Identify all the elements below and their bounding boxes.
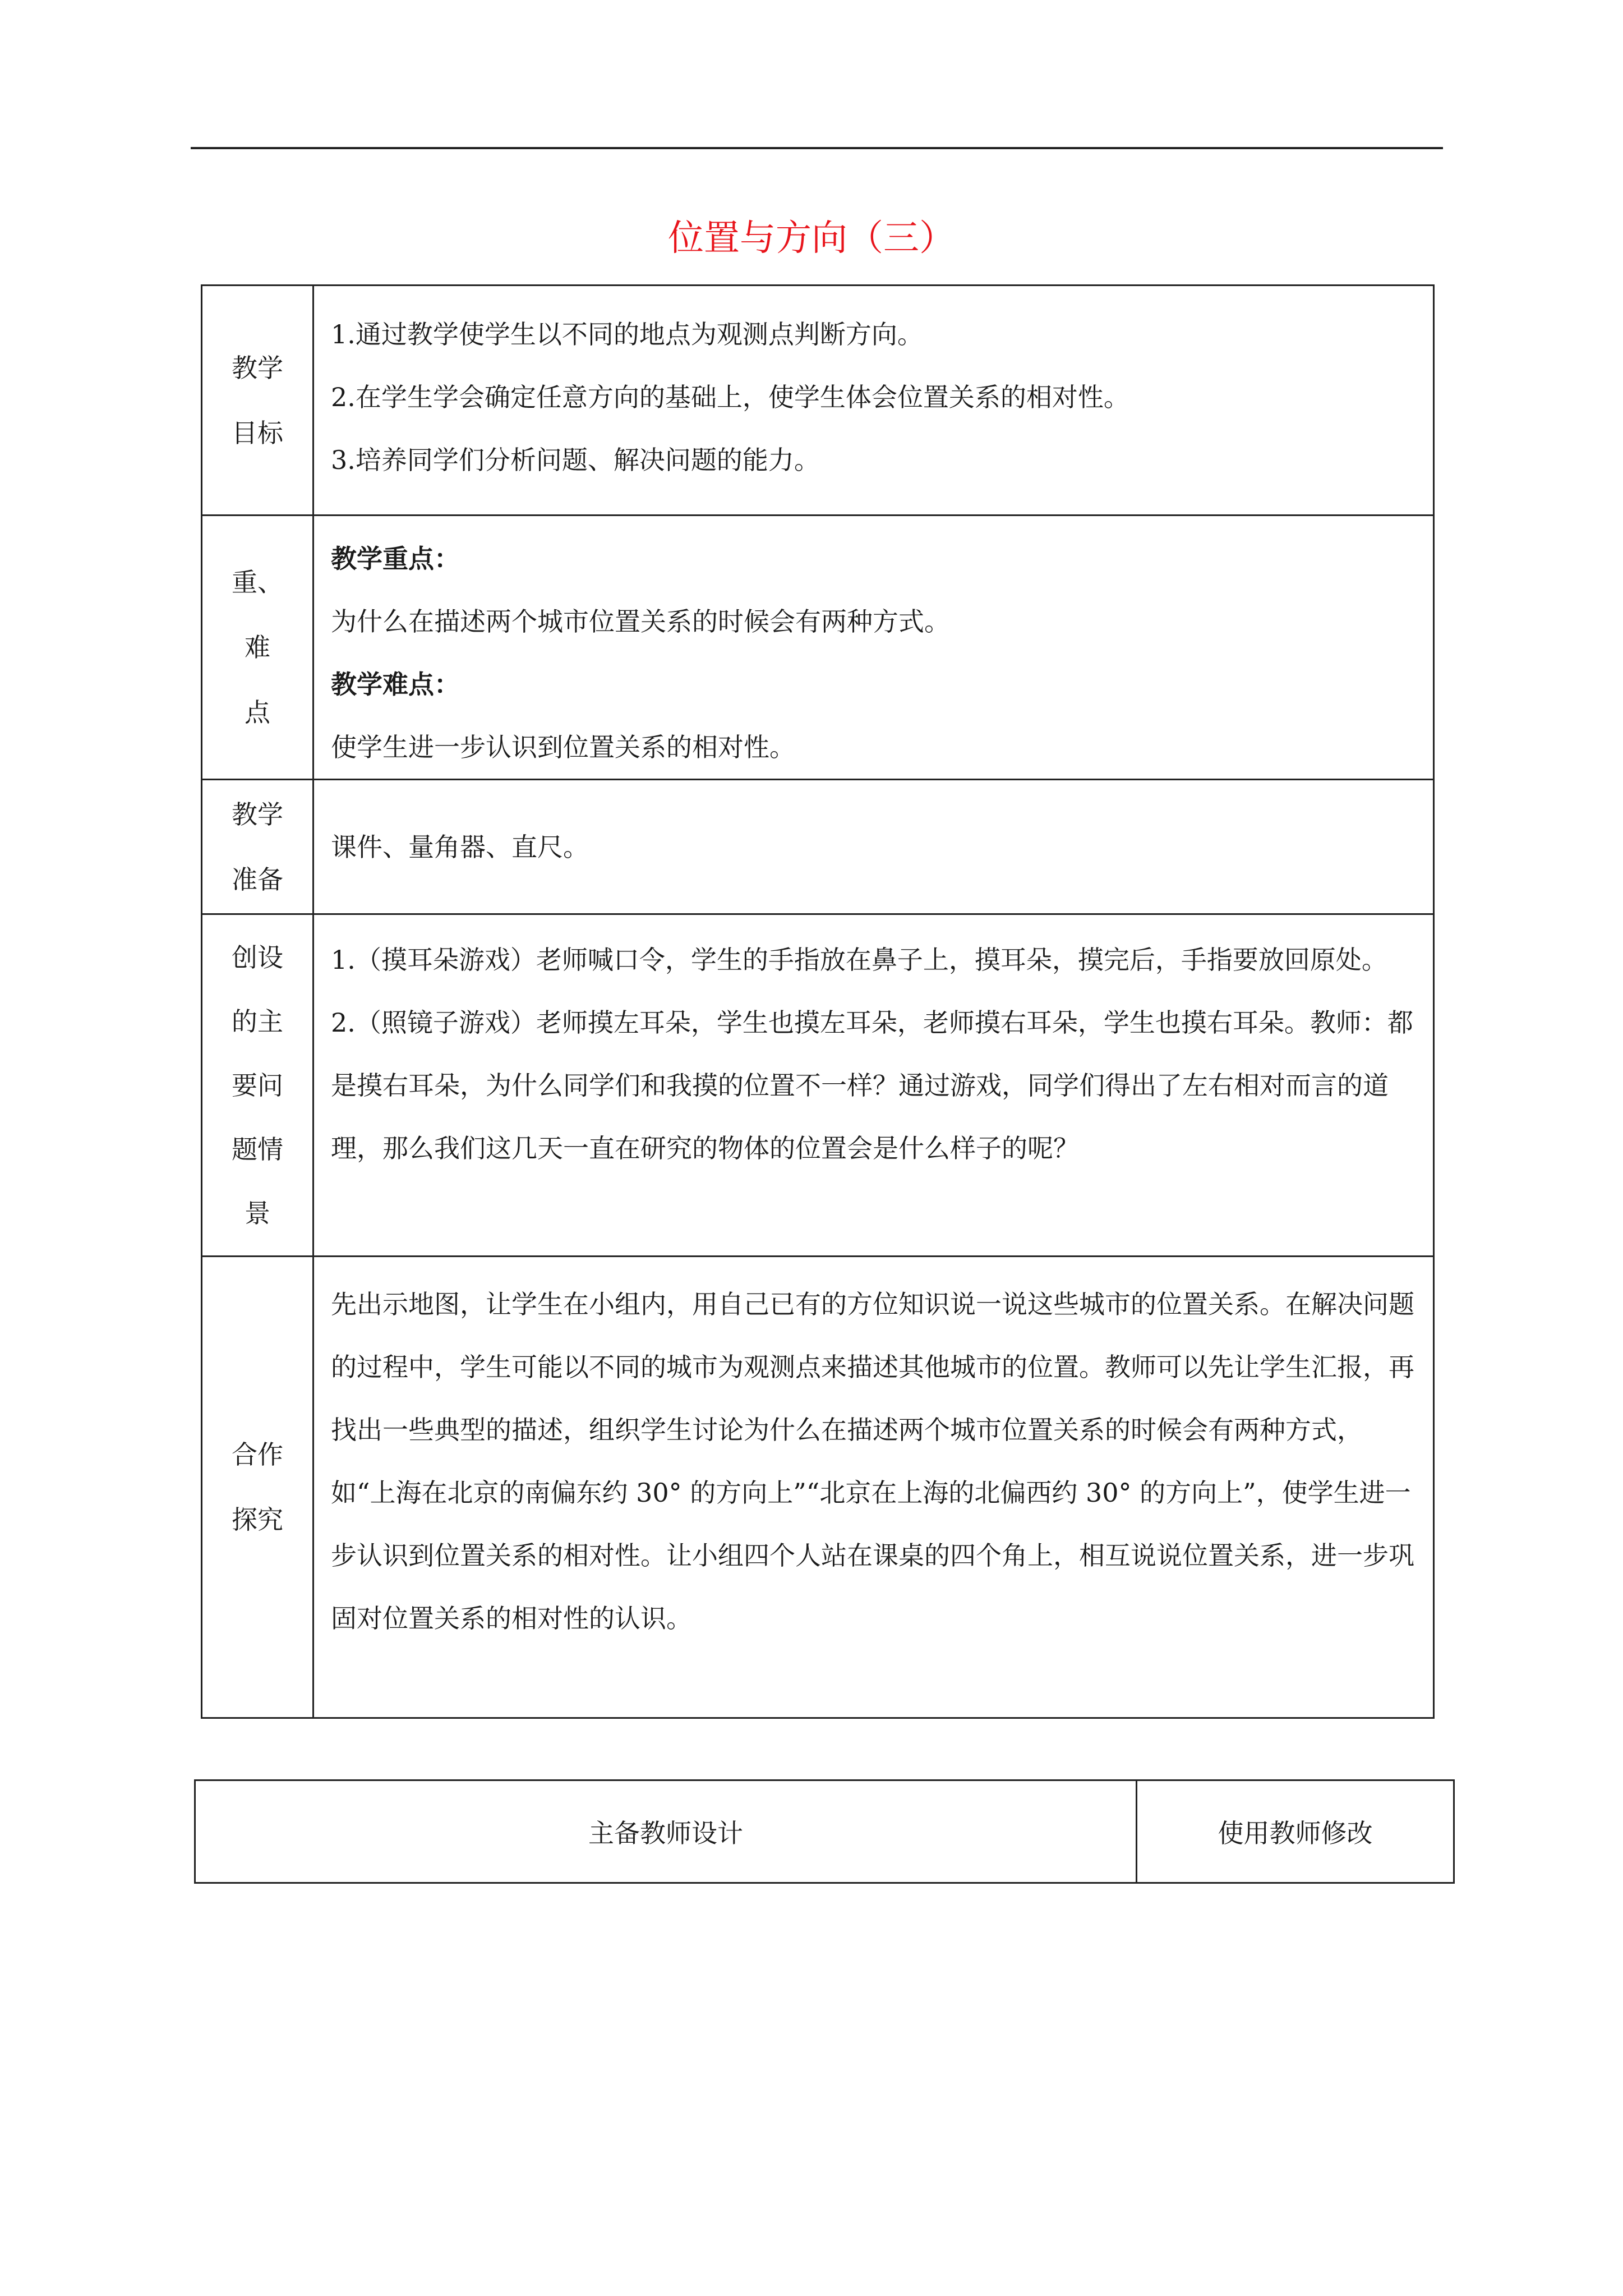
content-cooperative-exploration — [313, 1257, 1434, 1718]
label-line: 题情 — [232, 1134, 283, 1165]
row-teaching-goals — [202, 286, 1434, 516]
content-key-points — [313, 516, 1434, 780]
exploration-text: 先出示地图，让学生在小组内，用自己已有的方位知识说一说这些城市的位置关系。在解决问题的过程中，学生可能以不同的城市为观测点来描述其他城市的位置。教师可以先让学生汇报，再找出一些典型的描述，组织学生讨论为什么在描述两个城市位置关系的时候会有两种方式，如“上海在北京的南偏东约 30° 的方向上”“北京在上海的北偏西约 30° 的方向上”，使学生进一步认识到位置关系的相对性。让小组四个人站在课桌的四个角上，相互说说位置关系，进一步巩固对位置关系的相对性的认识。 — [331, 1289, 1414, 1634]
label-line: 准备 — [232, 864, 283, 895]
row-key-points — [202, 516, 1434, 780]
goal-item: 1.通过教学使学生以不同的地点为观测点判断方向。 — [331, 319, 923, 349]
difficulty-text: 使学生进一步认识到位置关系的相对性。 — [331, 732, 795, 762]
row-problem-situation — [202, 914, 1434, 1257]
label-line: 点 — [245, 697, 270, 728]
label-line: 合作 — [232, 1439, 283, 1470]
focus-heading: 教学重点： — [331, 544, 460, 574]
label-problem-situation — [202, 914, 313, 1257]
footer-row — [195, 1780, 1454, 1883]
content-problem-situation — [313, 914, 1434, 1257]
label-line: 教学 — [232, 799, 283, 830]
label-line: 目标 — [232, 417, 283, 448]
label-key-points — [202, 516, 313, 780]
main-designer-cell: 主备教师设计 — [195, 1780, 1137, 1883]
label-line: 要问 — [232, 1070, 283, 1101]
label-cooperative-exploration — [202, 1257, 313, 1718]
content-teaching-preparation — [313, 780, 1434, 914]
situation-paragraph: 1.（摸耳朵游戏）老师喊口令，学生的手指放在鼻子上，摸耳朵，摸完后，手指要放回原处。 — [331, 945, 1387, 975]
goal-item: 2.在学生学会确定任意方向的基础上，使学生体会位置关系的相对性。 — [331, 382, 1129, 412]
content-teaching-goals — [313, 286, 1434, 516]
goal-item: 3.培养同学们分析问题、解决问题的能力。 — [331, 445, 820, 475]
label-line: 景 — [245, 1198, 270, 1228]
lesson-plan-table — [201, 284, 1435, 1719]
label-line: 的主 — [232, 1006, 283, 1037]
difficulty-heading: 教学难点： — [331, 669, 460, 700]
label-line: 重、难 — [232, 567, 283, 662]
label-line: 教学 — [232, 352, 283, 383]
label-teaching-preparation — [202, 780, 313, 914]
header-rule — [191, 147, 1443, 149]
row-cooperative-exploration — [202, 1257, 1434, 1718]
row-teaching-preparation — [202, 780, 1434, 914]
preparation-text: 课件、量角器、直尺。 — [331, 831, 589, 862]
label-teaching-goals — [202, 286, 313, 516]
teacher-footer-table — [194, 1779, 1455, 1884]
user-revision-cell: 使用教师修改 — [1137, 1780, 1454, 1883]
situation-paragraph: 2.（照镜子游戏）老师摸左耳朵，学生也摸左耳朵，老师摸右耳朵，学生也摸右耳朵。教师：都是摸右耳朵，为什么同学们和我摸的位置不一样？通过游戏，同学们得出了左右相对而言的道理，那么我们这几天一直在研究的物体的位置会是什么样子的呢？ — [331, 1007, 1413, 1163]
document-title: 位置与方向（三） — [668, 218, 955, 259]
label-line: 探究 — [232, 1504, 283, 1535]
label-line: 创设 — [232, 942, 283, 973]
focus-text: 为什么在描述两个城市位置关系的时候会有两种方式。 — [331, 606, 950, 637]
